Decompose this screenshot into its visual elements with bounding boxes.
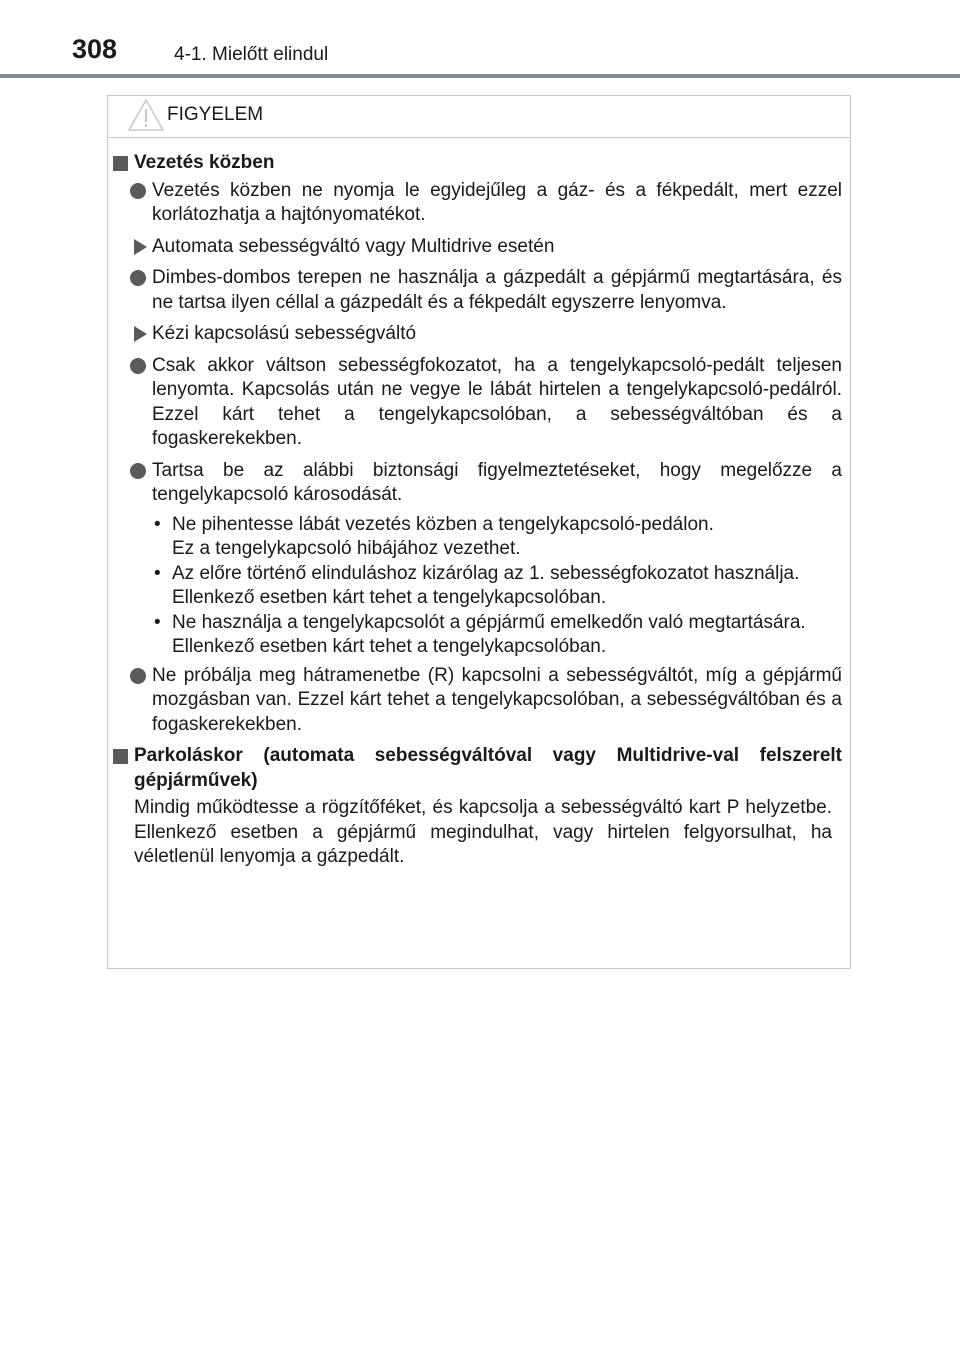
condition-label: Automata sebességváltó vagy Multidrive esetén: [108, 235, 850, 260]
list-item: Dimbes-dombos terepen ne használja a gázpedált a gépjármű megtartására, és ne tartsa ilyen céllal a gázpedált és a fékpedált egyszerre lenyomva.: [108, 266, 850, 315]
triangle-arrow-icon: [134, 326, 147, 342]
warning-box: [107, 95, 851, 969]
warning-triangle-icon: [127, 98, 165, 132]
section-title: 4-1. Mielőtt elindul: [174, 44, 329, 65]
list-item: Vezetés közben ne nyomja le egyidejűleg a gáz- és a fékpedált, mert ezzel korlátozhatja a hajtónyomatékot.: [108, 179, 850, 228]
dot-bullet: •: [154, 562, 161, 584]
condition-label: Kézi kapcsolású sebességváltó: [108, 322, 850, 347]
section-heading: Vezetés közben: [108, 151, 850, 176]
circle-bullet-icon: [130, 463, 146, 479]
warning-title: FIGYELEM: [167, 104, 264, 125]
dot-bullet: •: [154, 513, 161, 535]
page-number: 308: [72, 34, 118, 64]
sub-list: [108, 513, 850, 660]
sub-list-item: • Az előre történő elinduláshoz kizárólag az 1. sebességfokozatot használja. Ellenkező esetben kárt tehet a tengelykapcsolóban.: [154, 562, 800, 608]
warning-content: [108, 151, 850, 870]
square-bullet-icon: [113, 749, 128, 764]
header-rule: [0, 74, 960, 78]
warning-header: [108, 96, 850, 138]
circle-bullet-icon: [130, 270, 146, 286]
paragraph: Mindig működtesse a rögzítőféket, és kapcsolja a sebességváltó kart P helyzetbe. Ellenkező esetben a gépjármű megindulhat, vagy hirtelen felgyorsulhat, ha véletlenül lenyomja a gázpedált.: [134, 797, 832, 867]
list-item: Csak akkor váltson sebességfokozatot, ha a tengelykapcsoló-pedált teljesen lenyomta. Kapcsolás után ne vegye le lábát hirtelen a tengelykapcsoló-pedálról. Ezzel kárt tehet a tengelykapcsolóban, a sebességváltóban és a fogaskerekekben.: [108, 354, 850, 452]
dot-bullet: •: [154, 611, 161, 633]
section-heading: Parkoláskor (automata sebességváltóval vagy Multidrive-val felszerelt gépjárművek): [108, 744, 850, 793]
list-item: Tartsa be az alábbi biztonsági figyelmeztetéseket, hogy megelőzze a tengelykapcsoló károsodását.: [108, 459, 850, 508]
page-header: [0, 0, 960, 80]
triangle-arrow-icon: [134, 239, 147, 255]
circle-bullet-icon: [130, 183, 146, 199]
sub-list-item: • Ne használja a tengelykapcsolót a gépjármű emelkedőn való megtartására. Ellenkező esetben kárt tehet a tengelykapcsolóban.: [154, 611, 806, 657]
square-bullet-icon: [113, 156, 128, 171]
sub-list-item: • Ne pihentesse lábát vezetés közben a tengelykapcsoló-pedálon. Ez a tengelykapcsoló hibájához vezethet.: [154, 513, 714, 559]
list-item: Ne próbálja meg hátramenetbe (R) kapcsolni a sebességváltót, míg a gépjármű mozgásban van. Ezzel kárt tehet a tengelykapcsolóban, a sebességváltóban és a fogaskerekekben.: [108, 664, 850, 738]
circle-bullet-icon: [130, 668, 146, 684]
circle-bullet-icon: [130, 358, 146, 374]
